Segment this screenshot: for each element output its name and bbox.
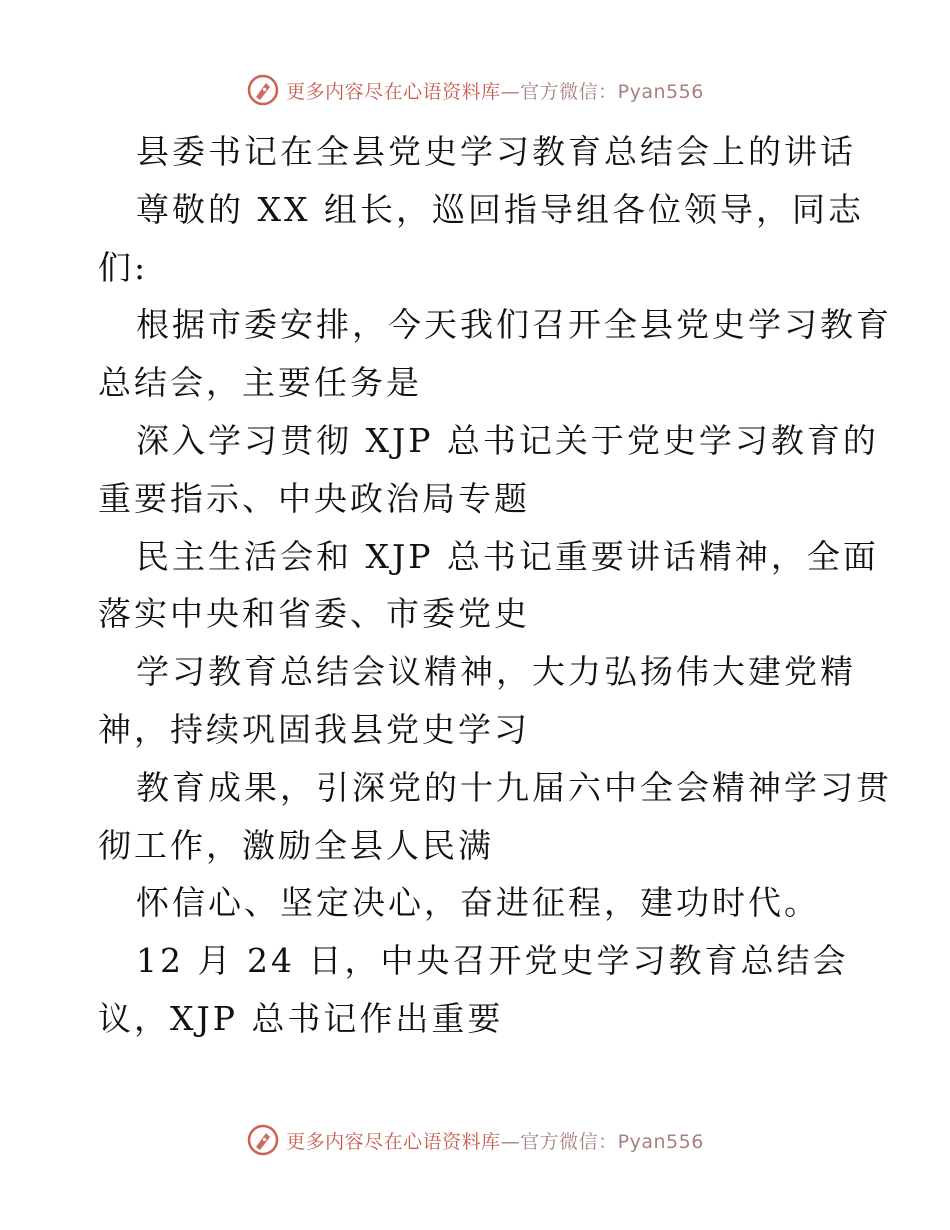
watermark-contact-text: 官方微信：Pyan556 [520,80,704,103]
text-line: 彻工作，激励全县人民满 [98,825,494,865]
watermark-header [0,72,950,108]
watermark-main-text: 更多内容尽在心语资料库 [286,80,501,103]
text-line: 们: [98,247,149,287]
text-line: 怀信心、坚定决心，奋进征程，建功时代。 [136,883,820,923]
text-line: 议，XJP 总书记作出重要 [98,998,504,1038]
text-line: 民主生活会和 XJP 总书记重要讲话精神，全面 [136,536,879,576]
text-line: 12 月 24 日，中央召开党史学习教育总结会 [136,941,849,981]
pen-nib-logo-icon [246,73,280,107]
text-line: 总结会，主要任务是 [98,363,422,403]
watermark-separator: — [500,80,521,103]
text-line: 落实中央和省委、市委党史 [98,594,530,634]
pen-nib-logo-icon [246,1123,280,1157]
text-line: 教育成果，引深党的十九届六中全会精神学习贯 [136,767,892,807]
text-line: 学习教育总结会议精神，大力弘扬伟大建党精 [136,652,856,692]
watermark-text [286,77,704,104]
text-line: 深入学习贯彻 XJP 总书记关于党史学习教育的 [136,420,879,460]
watermark-separator: — [500,1130,521,1153]
watermark-main-text: 更多内容尽在心语资料库 [286,1130,501,1153]
watermark-contact-text: 官方微信：Pyan556 [520,1130,704,1153]
watermark-text [286,1127,704,1154]
text-line: 县委书记在全县党史学习教育总结会上的讲话 [136,132,856,171]
document-body [98,123,892,1048]
text-line: 尊敬的 XX 组长，巡回指导组各位领导，同志 [136,189,864,229]
text-line: 重要指示、中央政治局专题 [98,478,530,518]
text-line: 神，持续巩固我县党史学习 [98,709,530,749]
text-line: 根据市委安排，今天我们召开全县党史学习教育 [136,305,892,345]
watermark-footer [0,1122,950,1158]
